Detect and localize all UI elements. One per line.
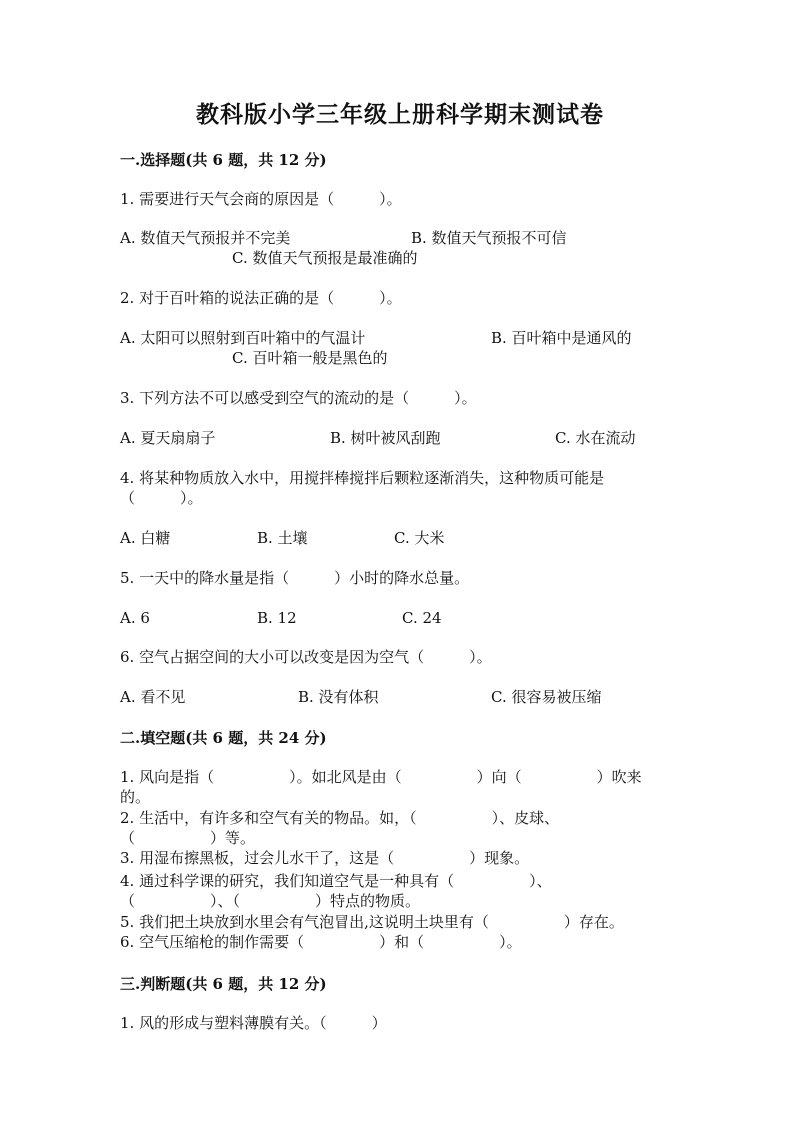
page-title: 教科版小学三年级上册科学期末测试卷 [196,101,604,128]
question-4-cont: （ ）。 [120,489,203,507]
fill-question-3: 3. 用湿布擦黑板，过会儿水干了，这是（ ）现象。 [120,849,530,867]
question-1: 1. 需要进行天气会商的原因是（ ）。 [120,190,402,208]
q1-option-a: A. 数值天气预报并不完美 [120,229,291,247]
q3-option-a: A. 夏天扇扇子 [120,429,216,447]
q1-option-c: C. 数值天气预报是最准确的 [232,249,418,267]
fill-question-2-cont: （ ）等。 [120,829,256,847]
q5-option-a: A. 6 [120,609,150,627]
fill-question-4-cont: （ ）、（ ）特点的物质。 [120,892,421,910]
q2-option-b: B. 百叶箱中是通风的 [491,329,632,347]
q2-option-c: C. 百叶箱一般是黑色的 [232,349,388,367]
fill-question-2: 2. 生活中，有许多和空气有关的物品。如，（ ）、皮球、 [120,809,560,827]
q3-option-b: B. 树叶被风刮跑 [330,429,441,447]
section-heading-choice: 一.选择题(共 6 题，共 12 分) [120,151,327,169]
q5-option-b: B. 12 [257,609,297,627]
q3-option-c: C. 水在流动 [555,429,636,447]
q5-option-c: C. 24 [402,609,442,627]
question-6: 6. 空气占据空间的大小可以改变是因为空气（ ）。 [120,648,492,666]
section-heading-judge: 三.判断题(共 6 题，共 12 分) [120,975,327,993]
q4-option-a: A. 白糖 [120,529,171,547]
question-2: 2. 对于百叶箱的说法正确的是（ ）。 [120,289,402,307]
fill-question-4: 4. 通过科学课的研究，我们知道空气是一种具有（ ）、 [120,872,552,890]
question-3: 3. 下列方法不可以感受到空气的流动的是（ ）。 [120,389,477,407]
fill-question-1-cont: 的。 [120,788,151,806]
question-4: 4. 将某种物质放入水中，用搅拌棒搅拌后颗粒逐渐消失，这种物质可能是 [120,469,605,487]
fill-question-5: 5. 我们把土块放到水里会有气泡冒出,这说明土块里有（ ）存在。 [120,913,624,931]
q2-option-a: A. 太阳可以照射到百叶箱中的气温计 [120,329,366,347]
section-heading-fill: 二.填空题(共 6 题，共 24 分) [120,729,327,747]
q4-option-c: C. 大米 [394,529,445,547]
fill-question-6: 6. 空气压缩枪的制作需要（ ）和（ ）。 [120,933,522,951]
q6-option-c: C. 很容易被压缩 [491,688,602,706]
fill-question-1: 1. 风向是指（ ）。如北风是由（ ）向（ ）吹来 [120,768,642,786]
question-5: 5. 一天中的降水量是指（ ）小时的降水总量。 [120,569,470,587]
q4-option-b: B. 土壤 [257,529,308,547]
q6-option-a: A. 看不见 [120,688,186,706]
judge-question-1: 1. 风的形成与塑料薄膜有关。（ ） [120,1014,387,1032]
q6-option-b: B. 没有体积 [298,688,379,706]
q1-option-b: B. 数值天气预报不可信 [411,229,567,247]
